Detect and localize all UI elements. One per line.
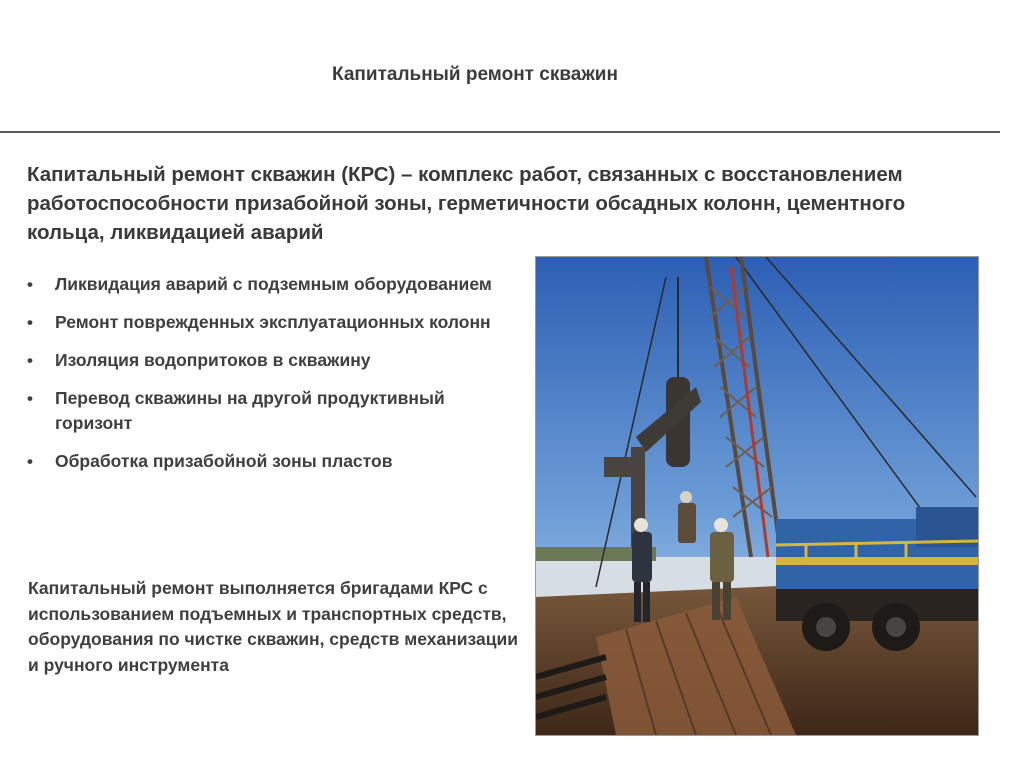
bullet-icon: •: [27, 452, 33, 471]
bullet-text: Ремонт поврежденных эксплуатационных колонн: [55, 312, 491, 332]
bullet-item: [25, 386, 525, 436]
bullet-icon: •: [27, 351, 33, 370]
note-text: Капитальный ремонт выполняется бригадами КРС с использованием подъемных и транспортных средств, оборудования по чистке скважин, средств механизации и ручного инструмента: [28, 578, 518, 675]
slide-title: Капитальный ремонт скважин: [332, 64, 618, 85]
bullet-icon: •: [27, 389, 33, 408]
bullet-item: [25, 310, 525, 335]
bullet-text: Перевод скважины на другой продуктивный горизонт: [55, 388, 445, 433]
bullet-item: [25, 272, 525, 297]
bullet-icon: •: [27, 275, 33, 294]
bullet-item: [25, 348, 525, 373]
bullet-icon: •: [27, 313, 33, 332]
bullet-item: [25, 449, 525, 474]
definition-text: Капитальный ремонт скважин (КРС) – комплекс работ, связанных с восстановлением работоспособности призабойной зоны, герметичности обсадных колонн, цементного кольца, ликвидацией аварий: [27, 163, 906, 244]
bullet-text: Обработка призабойной зоны пластов: [55, 451, 393, 471]
title-divider: [0, 131, 1000, 133]
oil-rig-illustration: [536, 257, 978, 735]
bullet-text: Изоляция водопритоков в скважину: [55, 350, 371, 370]
bullet-text: Ликвидация аварий с подземным оборудованием: [55, 274, 492, 294]
oil-rig-photo: [535, 256, 979, 736]
bullet-list: [25, 272, 525, 487]
